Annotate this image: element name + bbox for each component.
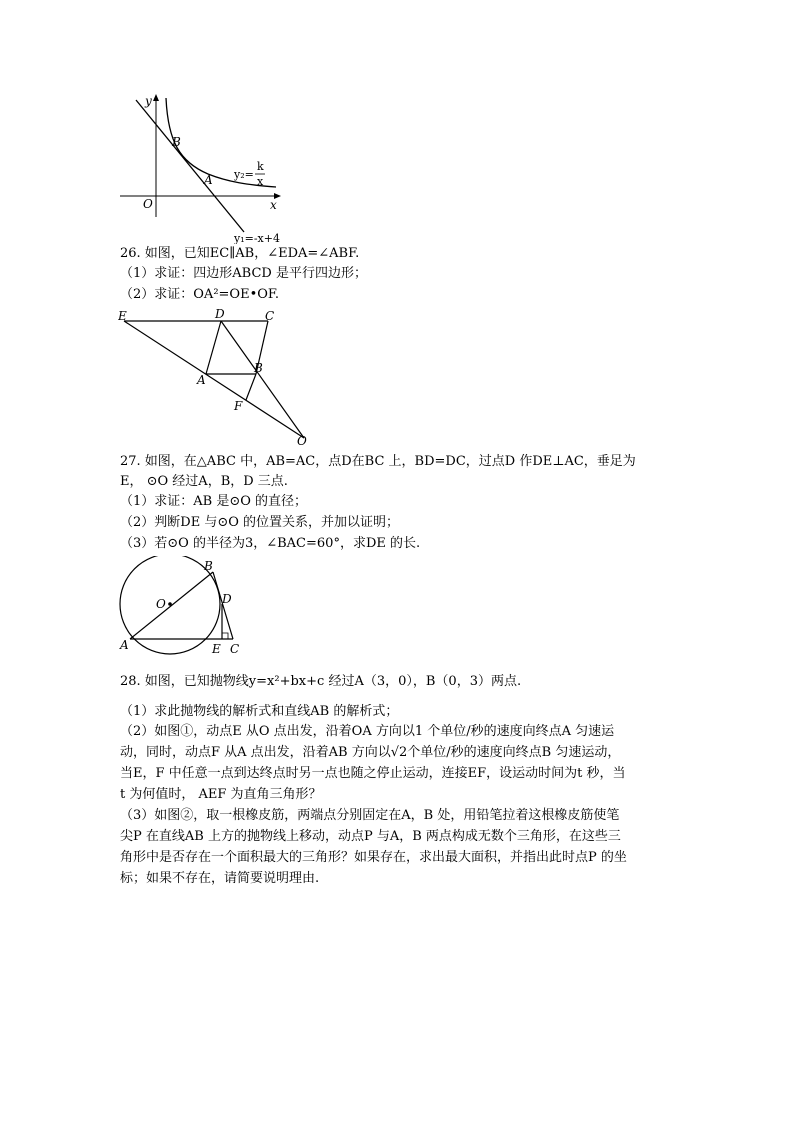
label-a: A	[197, 373, 206, 387]
q28-line-2: （1）求此抛物线的解析式和直线AB 的解析式；	[120, 704, 399, 719]
q27-line-4: （2）判断DE 与⊙O 的位置关系，并加以证明；	[120, 515, 399, 530]
label-f: F	[234, 399, 243, 413]
label-b: B	[172, 135, 181, 149]
label-a: A	[120, 638, 129, 652]
figure-hyperbola-line	[118, 92, 288, 244]
line-y1	[136, 100, 244, 232]
label-y2: y₂=	[234, 168, 254, 181]
q28-line-10: 标；如果不存在，请简要说明理由.	[120, 871, 320, 886]
label-d: D	[222, 592, 232, 606]
label-d: D	[215, 307, 225, 321]
q28-line-5: 当E，F 中任意一点到达终点时另一点也随之停止运动，连接EF，设运动时间为t 秒，当	[120, 766, 626, 781]
y-axis-arrow	[153, 94, 159, 101]
q28-line-9: 角形中是否存在一个面积最大的三角形？如果存在，求出最大面积，并指出此时点P 的坐	[120, 850, 627, 865]
label-c: C	[265, 309, 275, 323]
label-x: x	[270, 198, 277, 212]
label-b: B	[254, 361, 263, 375]
label-o: O	[297, 434, 307, 448]
segment-bf	[246, 374, 256, 400]
segment-eo	[124, 321, 304, 438]
label-b: B	[204, 559, 213, 573]
q26-line-1: 26. 如图，已知EC∥AB，∠EDA=∠ABF.	[120, 246, 360, 261]
q27-line-3: （1）求证：AB 是⊙O 的直径；	[120, 494, 308, 509]
label-y1: y₁=-x+4	[234, 232, 280, 244]
q27-line-2: E， ⊙O 经过A，B，D 三点.	[120, 474, 288, 489]
q28-line-6: t 为何值时， AEF 为直角三角形？	[120, 787, 322, 802]
label-y: y	[145, 94, 152, 108]
label-o: O	[156, 597, 166, 611]
label-k: k	[257, 160, 264, 173]
figure-circle-triangle	[118, 556, 244, 656]
q26-line-2: （1）求证：四边形ABCD 是平行四边形；	[120, 266, 367, 281]
label-x-den: x	[257, 175, 264, 188]
q28-line-3: （2）如图①，动点E 从O 点出发，沿着OA 方向以1 个单位/秒的速度向终点A 匀速运	[120, 724, 615, 739]
q27-line-5: （3）若⊙O 的半径为3，∠BAC=60°，求DE 的长.	[120, 536, 421, 551]
segment-ad	[206, 321, 221, 374]
label-o: O	[143, 197, 153, 211]
q28-line-7: （3）如图②，取一根橡皮筋，两端点分别固定在A，B 处，用铅笔拉着这根橡皮筋使笔	[120, 808, 620, 823]
segment-ab	[130, 572, 213, 639]
q26-line-3: （2）求证：OA²=OE•OF.	[120, 287, 280, 302]
label-c: C	[230, 642, 240, 656]
right-angle-mark	[222, 633, 228, 639]
q28-line-4: 动，同时，动点F 从A 点出发，沿着AB 方向以√2个单位/秒的速度向终点B 匀速运动，	[120, 745, 621, 760]
q28-line-8: 尖P 在直线AB 上方的抛物线上移动，动点P 与A，B 两点构成无数个三角形，在这些三	[120, 829, 621, 844]
segment-do	[221, 321, 304, 438]
label-e: E	[212, 642, 221, 656]
figure-parallelogram	[118, 306, 314, 448]
q28-line-1: 28. 如图，已知抛物线y=x²+bx+c 经过A（3，0），B（0，3）两点.	[120, 674, 522, 689]
q27-line-1: 27. 如图，在△ABC 中，AB=AC，点D在BC 上，BD=DC，过点D 作DE⊥AC，垂足为	[120, 454, 636, 469]
label-a: A	[204, 173, 213, 187]
center-dot	[168, 602, 172, 606]
label-e: E	[118, 309, 127, 323]
